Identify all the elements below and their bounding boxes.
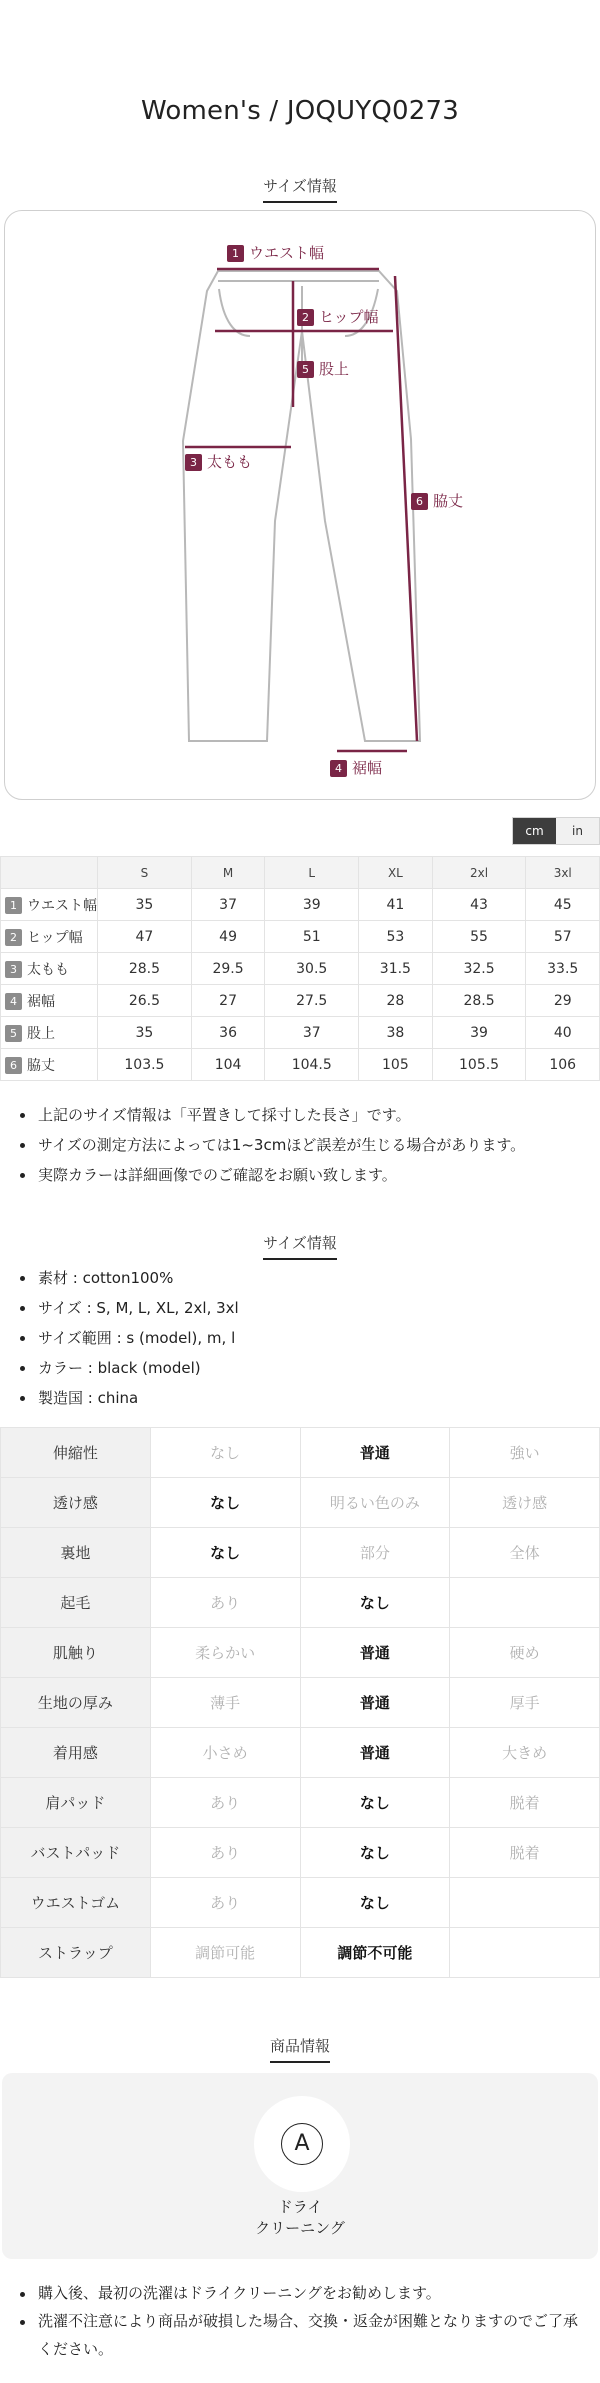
table-row bbox=[1, 1628, 600, 1678]
list-item: 素材 : cotton100% bbox=[16, 1263, 586, 1293]
fit-option: 脱着 bbox=[450, 1828, 600, 1878]
table-row bbox=[1, 1478, 600, 1528]
fit-option: なし bbox=[150, 1528, 300, 1578]
size-table-header bbox=[1, 857, 600, 889]
size-notes bbox=[16, 1100, 586, 1190]
dry-cleaning-icon: A bbox=[281, 2123, 323, 2165]
size-col: 3xl bbox=[526, 857, 600, 889]
fit-option: 大きめ bbox=[450, 1728, 600, 1778]
list-item: 上記のサイズ情報は「平置きして採寸した長さ」です。 bbox=[16, 1100, 586, 1130]
table-row bbox=[1, 1778, 600, 1828]
fit-option: なし bbox=[150, 1478, 300, 1528]
fit-option: 調節不可能 bbox=[300, 1928, 450, 1978]
unit-toggle bbox=[512, 817, 600, 845]
page-title: Women's / JOQUYQ0273 bbox=[140, 96, 460, 126]
table-row: 5 股上 35 36 37 38 39 40 bbox=[1, 1017, 600, 1049]
table-row: 4 裾幅 26.5 27 27.5 28 28.5 29 bbox=[1, 985, 600, 1017]
list-item: カラー : black (model) bbox=[16, 1353, 586, 1383]
fit-option: 厚手 bbox=[450, 1678, 600, 1728]
diagram-label-rise: 5 股上 bbox=[297, 358, 349, 379]
size-col: L bbox=[265, 857, 359, 889]
fit-attribute: 肌触り bbox=[1, 1628, 151, 1678]
fit-option bbox=[450, 1928, 600, 1978]
fit-option bbox=[450, 1878, 600, 1928]
fit-attribute: 裏地 bbox=[1, 1528, 151, 1578]
spec-list bbox=[16, 1263, 586, 1413]
table-row: 2 ヒップ幅 47 49 51 53 55 57 bbox=[1, 921, 600, 953]
fit-table bbox=[0, 1427, 600, 1978]
fit-option: 普通 bbox=[300, 1628, 450, 1678]
size-col: M bbox=[191, 857, 264, 889]
table-row: 3 太もも 28.5 29.5 30.5 31.5 32.5 33.5 bbox=[1, 953, 600, 985]
table-row bbox=[1, 1878, 600, 1928]
list-item: 実際カラーは詳細画像でのご確認をお願い致します。 bbox=[16, 1160, 586, 1190]
care-notes bbox=[16, 2279, 586, 2363]
fit-attribute: 着用感 bbox=[1, 1728, 151, 1778]
fit-option: なし bbox=[150, 1428, 300, 1478]
fit-option: あり bbox=[150, 1878, 300, 1928]
diagram-label-outseam: 6 脇丈 bbox=[411, 490, 463, 511]
list-item: 製造国 : china bbox=[16, 1383, 586, 1413]
pants-diagram bbox=[5, 211, 597, 801]
unit-cm-button[interactable]: cm bbox=[513, 818, 556, 844]
fit-option: 明るい色のみ bbox=[300, 1478, 450, 1528]
fit-attribute: 起毛 bbox=[1, 1578, 151, 1628]
list-item: サイズ範囲 : s (model), m, l bbox=[16, 1323, 586, 1353]
size-table bbox=[0, 856, 600, 1081]
fit-attribute: 肩パッド bbox=[1, 1778, 151, 1828]
table-row bbox=[1, 1578, 600, 1628]
diagram-label-thigh: 3 太もも bbox=[185, 451, 252, 472]
pants-outline bbox=[183, 271, 420, 741]
table-row bbox=[1, 1728, 600, 1778]
list-item: 洗濯不注意により商品が破損した場合、交換・返金が困難となりますのでご了承ください。 bbox=[16, 2307, 586, 2363]
size-diagram bbox=[4, 210, 596, 800]
diagram-label-hem: 4 裾幅 bbox=[330, 757, 382, 778]
fit-option: あり bbox=[150, 1778, 300, 1828]
fit-option: 強い bbox=[450, 1428, 600, 1478]
table-row bbox=[1, 1928, 600, 1978]
fit-attribute: 生地の厚み bbox=[1, 1678, 151, 1728]
fit-option: なし bbox=[300, 1878, 450, 1928]
fit-option bbox=[450, 1578, 600, 1628]
fit-option: 普通 bbox=[300, 1428, 450, 1478]
fit-attribute: ウエストゴム bbox=[1, 1878, 151, 1928]
size-col: XL bbox=[359, 857, 432, 889]
table-row bbox=[1, 1428, 600, 1478]
fit-option: 全体 bbox=[450, 1528, 600, 1578]
fit-option: なし bbox=[300, 1828, 450, 1878]
table-row bbox=[1, 1528, 600, 1578]
fit-option: 普通 bbox=[300, 1728, 450, 1778]
diagram-label-hip: 2 ヒップ幅 bbox=[297, 306, 379, 327]
fit-option: あり bbox=[150, 1828, 300, 1878]
care-icon-circle bbox=[254, 2096, 350, 2192]
fit-option: 硬め bbox=[450, 1628, 600, 1678]
fit-option: 部分 bbox=[300, 1528, 450, 1578]
list-item: サイズ : S, M, L, XL, 2xl, 3xl bbox=[16, 1293, 586, 1323]
fit-option: あり bbox=[150, 1578, 300, 1628]
fit-option: 柔らかい bbox=[150, 1628, 300, 1678]
fit-attribute: ストラップ bbox=[1, 1928, 151, 1978]
fit-option: なし bbox=[300, 1778, 450, 1828]
size-col: 2xl bbox=[432, 857, 526, 889]
spec-heading: サイズ情報 bbox=[0, 1232, 600, 1260]
diagram-label-waist: 1 ウエスト幅 bbox=[227, 242, 324, 263]
fit-attribute: 透け感 bbox=[1, 1478, 151, 1528]
fit-attribute: 伸縮性 bbox=[1, 1428, 151, 1478]
size-info-heading: サイズ情報 bbox=[0, 175, 600, 203]
product-info-heading: 商品情報 bbox=[0, 2035, 600, 2063]
fit-option: 調節可能 bbox=[150, 1928, 300, 1978]
fit-option: 透け感 bbox=[450, 1478, 600, 1528]
list-item: 購入後、最初の洗濯はドライクリーニングをお勧めします。 bbox=[16, 2279, 586, 2307]
fit-attribute: バストパッド bbox=[1, 1828, 151, 1878]
care-box bbox=[2, 2073, 598, 2259]
fit-option: なし bbox=[300, 1578, 450, 1628]
table-row bbox=[1, 1678, 600, 1728]
fit-option: 小さめ bbox=[150, 1728, 300, 1778]
list-item: サイズの測定方法によっては1~3cmほど誤差が生じる場合があります。 bbox=[16, 1130, 586, 1160]
table-row: 6 脇丈 103.5 104 104.5 105 105.5 106 bbox=[1, 1049, 600, 1081]
table-row bbox=[1, 1828, 600, 1878]
care-label: ドライ クリーニング bbox=[255, 2198, 345, 2237]
table-row: 1 ウエスト幅 35 37 39 41 43 45 bbox=[1, 889, 600, 921]
fit-option: 薄手 bbox=[150, 1678, 300, 1728]
fit-option: 普通 bbox=[300, 1678, 450, 1728]
fit-option: 脱着 bbox=[450, 1778, 600, 1828]
size-col: S bbox=[98, 857, 192, 889]
unit-in-button[interactable]: in bbox=[556, 818, 599, 844]
